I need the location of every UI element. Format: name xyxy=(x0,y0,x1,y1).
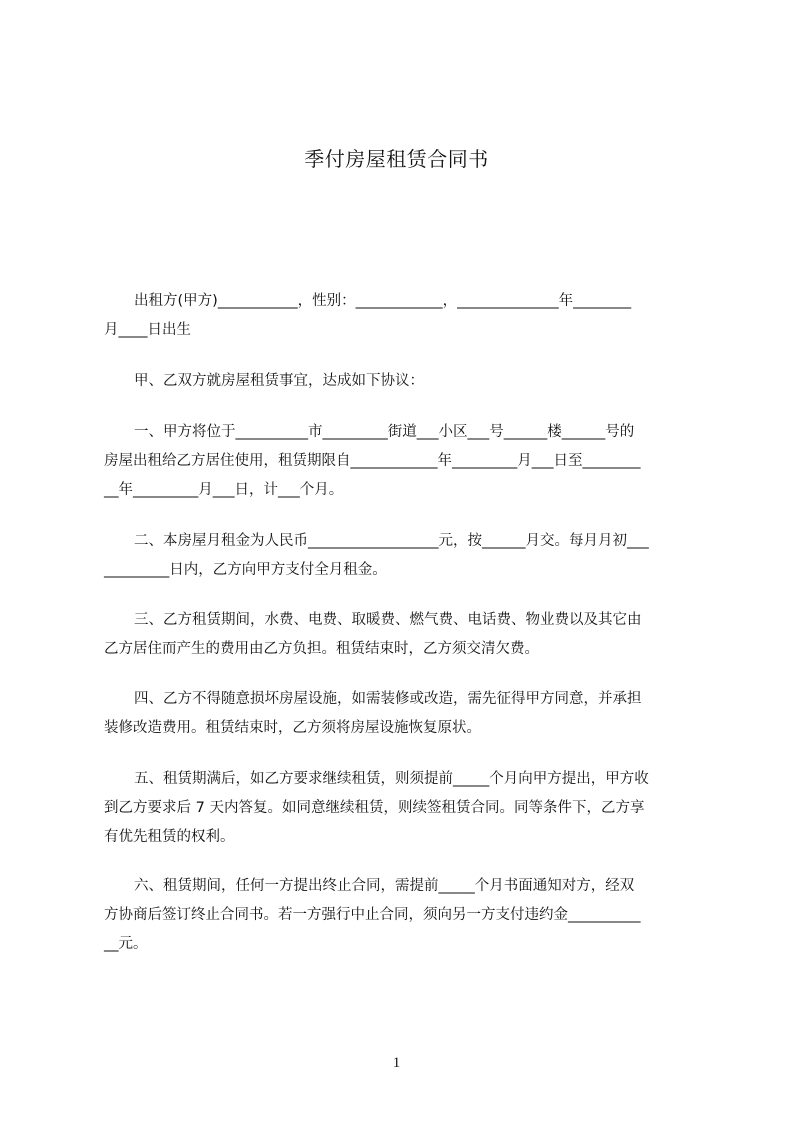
paragraph-line: 出租方(甲方)___________，性别：____________，______________年________ xyxy=(134,293,632,309)
document-title: 季付房屋租赁合同书 xyxy=(304,147,489,171)
paragraph-line: 四、乙方不得随意损坏房屋设施，如需装修或改造，需先征得甲方同意，并承担 xyxy=(134,691,642,707)
paragraph-intro xyxy=(104,367,702,396)
paragraph-lessor-info xyxy=(104,287,702,345)
paragraph-line: 有优先租赁的权利。 xyxy=(104,829,235,845)
paragraph-line: 月____日出生 xyxy=(104,322,191,338)
paragraph-clause-2 xyxy=(104,527,702,585)
paragraph-line: __年_________月___日，计___个月。 xyxy=(104,482,344,498)
paragraph-clause-4 xyxy=(104,685,702,743)
paragraph-clause-1 xyxy=(104,418,702,505)
paragraph-line: 房屋出租给乙方居住使用，租赁期限自____________年_________月___日至________ xyxy=(104,453,641,469)
paragraph-line: 六、租赁期间，任何一方提出终止合同，需提前_____个月书面通知对方，经双 xyxy=(134,878,635,894)
paragraph-line: 五、租赁期满后，如乙方要求继续租赁，则须提前_____个月向甲方提出，甲方收 xyxy=(134,771,649,787)
paragraph-line: 乙方居住而产生的费用由乙方负担。租赁结束时，乙方须交清欠费。 xyxy=(104,641,539,657)
paragraph-line: 方协商后签订终止合同书。若一方强行中止合同，须向另一方支付违约金__________ xyxy=(104,907,641,923)
paragraph-line: 二、本房屋月租金为人民币__________________元，按______月交。每月月初___ xyxy=(134,533,649,549)
paragraph-clause-3 xyxy=(104,606,702,664)
paragraph-clause-6 xyxy=(104,872,702,959)
paragraph-line: 一、甲方将位于__________市_________街道___小区___号______楼______号的 xyxy=(134,424,635,440)
paragraph-line: _________日内，乙方向甲方支付全月租金。 xyxy=(104,562,387,578)
paragraph-line: 三、乙方租赁期间，水费、电费、取暖费、燃气费、电话费、物业费以及其它由 xyxy=(134,612,642,628)
paragraph-line: __元。 xyxy=(104,936,148,952)
paragraph-clause-5 xyxy=(104,765,702,852)
paragraph-line: 甲、乙双方就房屋租赁事宜，达成如下协议： xyxy=(134,373,424,389)
paragraph-line: 到乙方要求后 7 天内答复。如同意继续租赁，则续签租赁合同。同等条件下，乙方享 xyxy=(104,800,645,816)
paragraph-line: 装修改造费用。租赁结束时，乙方须将房屋设施恢复原状。 xyxy=(104,720,481,736)
page-number: 1 xyxy=(392,1055,401,1071)
